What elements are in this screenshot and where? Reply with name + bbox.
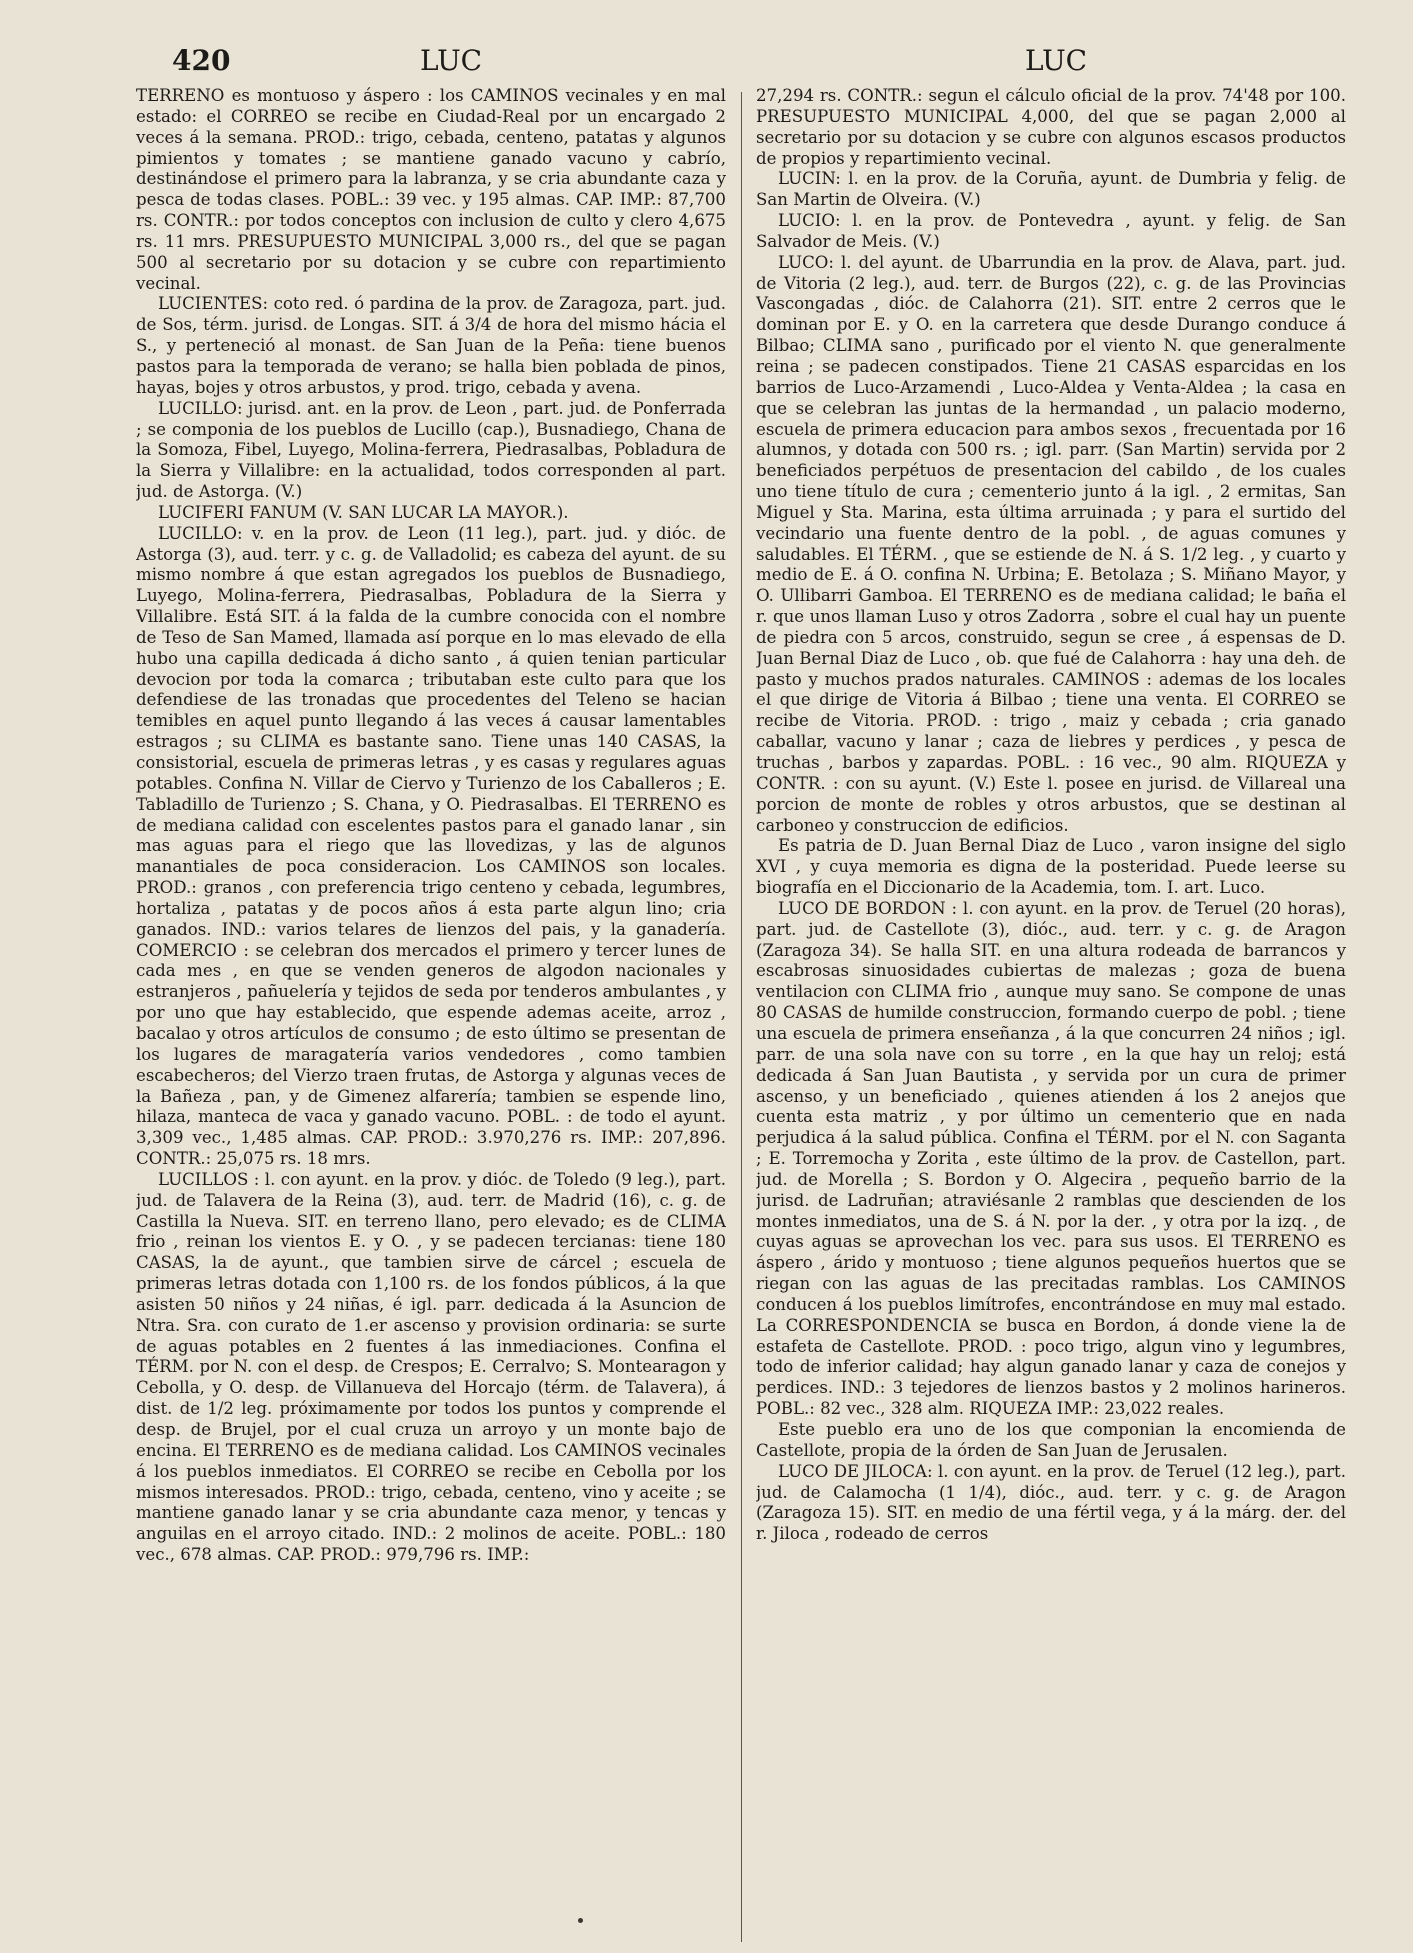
entry-paragraph: LUCO DE BORDON : l. con ayunt. en la prov. de Teruel (20 horas), part. jud. de Castellote (3), dióc., aud. terr. y c. g. de Aragon (Zaragoza 34). Se halla SIT. en una altura rodeada de barrancos y escabrosas sinuosidades cubiertas de malezas ; goza de buena ventilacion con CLIMA frio , aunque muy sano. Se compone de unas 80 CASAS de humilde construccion, formando cuerpo de pobl. ; tiene una escuela de primera enseñanza , á la que concurren 24 niños ; igl. parr. de una sola nave con su torre , en la que hay un reloj; está dedicada á San Juan Bautista , y servida por un cura de primer ascenso, y un beneficiado , quienes atienden á los 2 anejos que cuenta esta matriz , y por último un cementerio que en nada perjudica á la salud pública. Confina el TÉRM. por el N. con Saganta ; E. Torremocha y Zorita , este último de la prov. de Castellon, part. jud. de Morella ; S. Bordon y O. Algecira , pequeño barrio de la jurisd. de Ladruñan; atraviésanle 2 ramblas que descienden de los montes inmediatos, una de S. á N. por la der. , y otra por la izq. , de cuyas aguas se aprovechan los vec. para sus usos. El TERRENO es áspero , árido y montuoso ; tiene algunos pequeños huertos que se riegan con las aguas de las precitadas ramblas. Los CAMINOS conducen á los pueblos limítrofes, encontrándose en muy mal estado. La CORRESPONDENCIA se busca en Bordon, á donde viene la de estafeta de Castellote. PROD. : poco trigo, algun vino y legumbres, todo de inferior calidad; hay algun ganado lanar y caza de conejos y perdices. IND.: 3 tejedores de lienzos bastos y 2 molinos harineros. POBL.: 82 vec., 328 alm. RIQUEZA IMP.: 23,022 reales. xyxy=(756,898,1346,1419)
entry-paragraph: Este pueblo era uno de los que componian la encomienda de Castellote, propia de la órden de San Juan de Jerusalen. xyxy=(756,1420,1346,1460)
running-headword-right: LUC xyxy=(1025,44,1088,77)
printer-mark xyxy=(578,1918,583,1923)
entry-paragraph: LUCIFERI FANUM (V. SAN LUCAR LA MAYOR.). xyxy=(158,502,569,522)
entry-paragraph: LUCIN: l. en la prov. de la Coruña, ayunt. de Dumbria y felig. de San Martin de Olveira. (V.) xyxy=(756,169,1346,210)
entry-paragraph: TERRENO es montuoso y áspero : los CAMINOS vecinales y en mal estado: el CORREO se recibe en Ciudad-Real por un encargado 2 veces á la semana. PROD.: trigo, cebada, centeno, patatas y algunos pimientos y tomates ; se mantiene ganado vacuno y cabrío, destinándose el primero para la labranza, y se cria abundante caza y pesca de todas clases. POBL.: 39 vec. y 195 almas. CAP. IMP.: 87,700 rs. CONTR.: por todos conceptos con inclusion de culto y clero 4,675 rs. 11 mrs. PRESUPUESTO MUNICIPAL 3,000 rs., del que se pagan 500 al secretario por su dotacion y se cubre con repartimiento vecinal. xyxy=(136,86,726,293)
right-column xyxy=(756,86,1346,1946)
entry-paragraph: LUCILLOS : l. con ayunt. en la prov. y dióc. de Toledo (9 leg.), part. jud. de Talavera de la Reina (3), aud. terr. de Madrid (16), c. g. de Castilla la Nueva. SIT. en terreno llano, pero elevado; es de CLIMA frio , reinan los vientos E. y O. , y se padecen tercianas: tiene 180 CASAS, la de ayunt., que tambien sirve de cárcel ; escuela de primeras letras dotada con 1,100 rs. de los fondos públicos, á la que asisten 50 niños y 24 niñas, é igl. parr. dedicada á la Asuncion de Ntra. Sra. con curato de 1.er ascenso y provision ordinaria: se surte de aguas potables en 2 fuentes á las inmediaciones. Confina el TÉRM. por N. con el desp. de Crespos; E. Cerralvo; S. Montearagon y Cebolla, y O. desp. de Villanueva del Horcajo (térm. de Talavera), á dist. de 1/2 leg. próximamente por todos los puntos y comprende el desp. de Brujel, por el cual cruza un arroyo y un monte bajo de encina. El TERRENO es de mediana calidad. Los CAMINOS vecinales á los pueblos inmediatos. El CORREO se recibe en Cebolla por los mismos interesados. PROD.: trigo, cebada, centeno, vino y aceite ; se mantiene ganado lanar y se cria abundante caza menor, y tencas y anguilas en el arroyo citado. IND.: 2 molinos de aceite. POBL.: 180 vec., 678 almas. CAP. PROD.: 979,796 rs. IMP.: xyxy=(136,1169,726,1565)
page-number: 420 xyxy=(172,44,231,77)
entry-paragraph: LUCIENTES: coto red. ó pardina de la prov. de Zaragoza, part. jud. de Sos, térm. jurisd. de Longas. SIT. á 3/4 de hora del mismo hácia el S., y perteneció al monast. de San Juan de la Peña: tiene buenos pastos para la temporada de verano; se halla bien poblada de pinos, hayas, bojes y otros arbustos, y prod. trigo, cebada y avena. xyxy=(136,294,726,397)
entry-paragraph: 27,294 rs. CONTR.: segun el cálculo oficial de la prov. 74'48 por 100. PRESUPUESTO MUNICIPAL 4,000, del que se pagan 2,000 al secretario por su dotacion y se cubre con algunos escasos productos de propios y repartimiento vecinal. xyxy=(756,86,1346,168)
entry-paragraph: LUCO: l. del ayunt. de Ubarrundia en la prov. de Alava, part. jud. de Vitoria (2 leg.), aud. terr. de Burgos (22), c. g. de las Provincias Vascongadas , dióc. de Calahorra (21). SIT. entre 2 cerros que le dominan por E. y O. en la carretera que desde Durango conduce á Bilbao; CLIMA sano , purificado por el viento N. que generalmente reina ; se padecen constipados. Tiene 21 CASAS esparcidas en los barrios de Luco-Arzamendi , Luco-Aldea y Venta-Aldea ; la casa en que se celebran las juntas de la hermandad , un palacio moderno, escuela de primera educacion para ambos sexos , frecuentada por 16 alumnos, y dotada con 500 rs. ; igl. parr. (San Martin) servida por 2 beneficiados perpétuos de presentacion del cabildo , de los cuales uno tiene título de cura ; cementerio junto á la igl. , 2 ermitas, San Miguel y Sta. Marina, esta última arruinada ; y para el surtido del vecindario una fuente dentro de la pobl. , de aguas comunes y saludables. El TÉRM. , que se estiende de N. á S. 1/2 leg. , y cuarto y medio de E. á O. confina N. Urbina; E. Betolaza ; S. Miñano Mayor, y O. Ullibarri Gamboa. El TERRENO es de mediana calidad; le baña el r. que unos llaman Luso y otros Zadorra , sobre el cual hay un puente de piedra con 5 arcos, construido, segun se cree , á espensas de D. Juan Bernal Diaz de Luco , ob. que fué de Calahorra : hay una deh. de pasto y muchos prados naturales. CAMINOS : ademas de los locales el que dirige de Vitoria á Bilbao ; tiene una venta. El CORREO se recibe de Vitoria. PROD. : trigo , maiz y cebada ; cria ganado caballar, vacuno y lanar ; caza de liebres y perdices , y pesca de truchas , barbos y zapardas. POBL. : 16 vec., 90 alm. RIQUEZA y CONTR. : con su ayunt. (V.) Este l. posee en jurisd. de Villareal una porcion de monte de robles y otros arbustos, que se destinan al carboneo y construccion de edificios. xyxy=(756,252,1346,835)
left-column xyxy=(136,86,726,1946)
entry-paragraph: Es patria de D. Juan Bernal Diaz de Luco , varon insigne del siglo XVI , y cuya memoria es digna de la posteridad. Puede leerse su biografía en el Diccionario de la Academia, tom. I. art. Luco. xyxy=(756,836,1346,898)
running-headword-left: LUC xyxy=(420,44,483,77)
entry-paragraph: LUCIO: l. en la prov. de Pontevedra , ayunt. y felig. de San Salvador de Meis. (V.) xyxy=(756,211,1346,251)
column-divider xyxy=(741,92,742,1942)
page-header xyxy=(0,44,1413,90)
entry-paragraph: LUCILLO: jurisd. ant. en la prov. de Leon , part. jud. de Ponferrada ; se componia de los pueblos de Lucillo (cap.), Busnadiego, Chana de la Somoza, Fibel, Luyego, Molina-ferrera, Piedrasalbas, Pobladura de la Sierra y Villalibre: en la actualidad, todos corresponden al part. jud. de Astorga. (V.) xyxy=(136,398,726,502)
entry-paragraph: LUCO DE JILOCA: l. con ayunt. en la prov. de Teruel (12 leg.), part. jud. de Calamocha (1 1/4), dióc., aud. terr. y c. g. de Aragon (Zaragoza 15). SIT. en medio de una fértil vega, y á la márg. der. del r. Jiloca , rodeado de cerros xyxy=(756,1461,1346,1544)
entry-paragraph: LUCILLO: v. en la prov. de Leon (11 leg.), part. jud. y dióc. de Astorga (3), aud. terr. y c. g. de Valladolid; es cabeza del ayunt. de su mismo nombre á que estan agregados los pueblos de Busnadiego, Luyego, Molina-ferrera, Piedrasalbas, Pobladura de la Sierra y Villalibre. Está SIT. á la falda de la cumbre conocida con el nombre de Teso de San Mamed, llamada así porque en lo mas elevado de ella hubo una capilla dedicada á dicho santo , á quien tenian particular devocion por toda la comarca ; tributaban este culto para que los defendiese de las tronadas que procedentes del Teleno se hacian temibles en aquel punto llegando á las veces á causar lamentables estragos ; su CLIMA es bastante sano. Tiene unas 140 CASAS, la consistorial, escuela de primeras letras , y es casas y regulares aguas potables. Confina N. Villar de Ciervo y Turienzo de los Caballeros ; E. Tabladillo de Turienzo ; S. Chana, y O. Piedrasalbas. El TERRENO es de mediana calidad con escelentes pastos para el ganado lanar , sin mas aguas para el riego que las llovedizas, y las de algunos manantiales de poca consideracion. Los CAMINOS son locales. PROD.: granos , con preferencia trigo centeno y cebada, legumbres, hortaliza , patatas y de pocos años á esta parte algun lino; cria ganados. IND.: varios telares de lienzos del pais, y la ganadería. COMERCIO : se celebran dos mercados el primero y tercer lunes de cada mes , en que se venden generos de algodon nacionales y estranjeros , pañuelería y tejidos de seda por tenderos ambulantes , y por uno que hay establecido, que espende ademas aceite, arroz , bacalao y otros artículos de consumo ; de esto último se presentan de los lugares de maragatería varios vendedores , como tambien escabecheros; del Vierzo traen frutas, de Astorga y algunas veces de la Bañeza , pan, y de Gimenez alfarería; tambien se espende lino, hilaza, manteca de vaca y ganado vacuno. POBL. : de todo el ayunt. 3,309 vec., 1,485 almas. CAP. PROD.: 3.970,276 rs. IMP.: 207,896. CONTR.: 25,075 rs. 18 mrs. xyxy=(136,523,726,1169)
